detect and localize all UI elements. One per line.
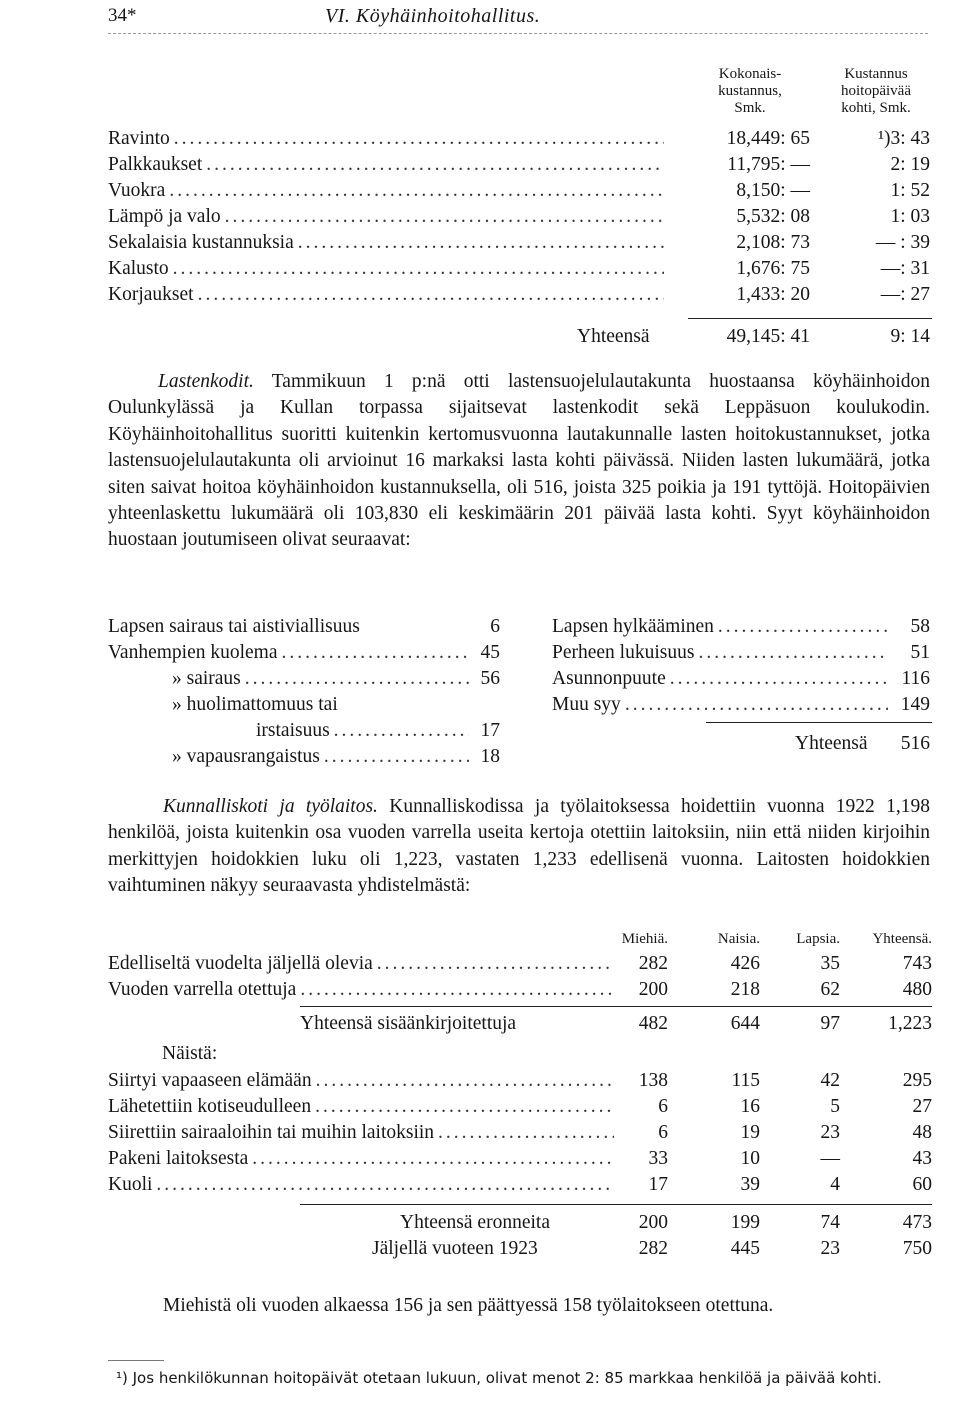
footnote: ¹) Jos henkilökunnan hoitopäivät otetaan lukuun, olivat menot 2: 85 markkaa henkilöä ja päivää kohti. [116,1369,882,1387]
page-number: 34* [108,5,137,26]
row-label: Siirettiin sairaaloihin tai muihin laitoksiin [108,1122,435,1143]
cause-value: 51 [910,642,930,663]
inmates-col-header: Lapsia. [796,931,840,947]
cost-row [108,284,668,310]
inmates-cell: 750 [902,1238,932,1259]
inmates-cell: 23 [820,1238,840,1259]
inmates-cell: 200 [638,1212,668,1233]
causes-total-label: Yhteensä [795,733,868,754]
inmates-col-header: Naisia. [717,931,760,947]
causes-total-value: 516 [900,733,930,754]
page-title: VI. Köyhäinhoitohallitus. [325,5,541,27]
row-label: Lämpö ja valo [108,206,221,227]
cost-row-total: 8,150: — [736,180,810,201]
dot-leader [377,953,614,975]
inmates-cell: 42 [820,1070,840,1091]
row-label: » vapausrangaistus [172,746,320,767]
cause-row [552,668,892,694]
inmates-cell: 35 [820,953,840,974]
inmates-cell: 426 [730,953,760,974]
cost-row-perday: —: 27 [880,284,930,305]
inmates-row [108,979,618,1005]
row-label: Palkkaukset [108,154,203,175]
dot-leader [316,1070,614,1092]
cost-row [108,258,668,284]
cost-row-total: 5,532: 08 [736,206,810,227]
dot-leader [298,232,664,254]
inmates-cell: 282 [638,953,668,974]
cost-col-perday-header: Kustannus hoitopäivää kohti, Smk. [841,66,911,116]
cause-row [552,616,892,642]
row-label: Sekalaisia kustannuksia [108,232,294,253]
inmates-row [108,1070,618,1096]
dot-leader [334,720,469,742]
cost-total-perday: 9: 14 [890,326,930,347]
dot-leader [198,284,664,306]
row-label: Asunnonpuute [552,668,666,689]
dot-leader [282,642,470,664]
cause-value: 149 [900,694,930,715]
cause-value: 18 [480,746,500,767]
inmates-cell: 138 [638,1070,668,1091]
inmates-total-in-label: Yhteensä sisäänkirjoitettuja [300,1013,517,1034]
causes-total-rule [706,722,932,723]
inmates-cell: 6 [658,1122,668,1143]
inmates-cell: 17 [648,1174,668,1195]
inmates-cell: — [820,1148,840,1169]
dot-leader [245,668,469,690]
dot-leader [174,128,664,150]
cause-label: » huolimattomuus tai [172,694,338,715]
inmates-cell: 48 [912,1122,932,1143]
inmates-cell: 39 [740,1174,760,1195]
row-label: Vuoden varrella otettuja [108,979,297,1000]
dot-leader [225,206,664,228]
cause-value: 6 [490,616,500,637]
inmates-rule-out [300,1204,932,1205]
inmates-cell: 5 [830,1096,840,1117]
row-label: Korjaukset [108,284,194,305]
cost-row-total: 2,108: 73 [736,232,810,253]
inmates-cell: 16 [740,1096,760,1117]
cost-col-total-header: Kokonais- kustannus, Smk. [718,66,782,116]
cause-value: 58 [910,616,930,637]
inmates-cell: 115 [731,1070,760,1091]
inmates-cell: 282 [638,1238,668,1259]
row-label: irstaisuus [256,720,330,741]
dot-leader [206,154,664,176]
cost-row [108,128,668,154]
dot-leader [300,979,614,1001]
cost-row-perday: — : 39 [875,232,930,253]
cost-row-perday: —: 31 [880,258,930,279]
inmates-cell: 482 [638,1013,668,1034]
inmates-total-out-label: Yhteensä eronneita [400,1212,550,1233]
row-label: Kuoli [108,1174,153,1195]
inmates-cell: 199 [730,1212,760,1233]
cost-row [108,180,668,206]
cost-row-total: 11,795: — [727,154,810,175]
row-label: Lähetettiin kotiseudulleen [108,1096,312,1117]
cost-row [108,232,668,258]
cause-row [552,694,892,720]
cause-row [552,642,892,668]
inmates-cell: 4 [830,1174,840,1195]
inmates-rule-in [300,1006,932,1007]
row-label: Perheen lukuisuus [552,642,695,663]
inmates-remaining-label: Jäljellä vuoteen 1923 [372,1238,538,1259]
inmates-cell: 62 [820,979,840,1000]
cause-value: 17 [480,720,500,741]
row-label: Kalusto [108,258,169,279]
inmates-cell: 27 [912,1096,932,1117]
footnote-rule [108,1360,164,1361]
cause-value: 116 [901,668,930,689]
inmates-cell: 74 [820,1212,840,1233]
row-label: Pakeni laitoksesta [108,1148,249,1169]
cause-row [108,668,473,694]
header-rule [108,33,928,34]
cause-value: 56 [480,668,500,689]
inmates-cell: 644 [730,1013,760,1034]
cost-row [108,154,668,180]
inmates-row [108,1174,618,1200]
cost-total-total: 49,145: 41 [726,326,810,347]
cost-row-perday: ¹)3: 43 [878,128,930,149]
inmates-col-header: Miehiä. [621,931,668,947]
dot-leader [438,1122,614,1144]
cost-row-total: 1,433: 20 [736,284,810,305]
paragraph-lastenkodit: Lastenkodit. Tammikuun 1 p:nä otti lastensuojelulautakunta huostaansa köyhäinhoidon Oulunkylässä ja Kullan torpassa sijaitsevat lastenkodit sekä Leppäsuon koulukodin. Köyhäinhoitohallitus suoritti kuitenkin kertomusvuonna lautakunnalle lasten hoitokustannukset, jotka lastensuojelulautakunta oli arvioinut 16 markaksi lasta kohti päivässä. Niiden lasten lukumäärä, jotka siten saivat hoitoa köyhäinhoidon kustannuksella, oli 516, joista 325 poikia ja 191 tyttöjä. Hoitopäivien yhteenlaskettu lukumäärä oli 103,830 eli keskimäärin 201 päivää lasta kohti. Syyt köyhäinhoidon huostaan joutumiseen olivat seuraavat: [108,371,930,551]
cost-row-total: 1,676: 75 [736,258,810,279]
inmates-cell: 23 [820,1122,840,1143]
cause-value: 45 [480,642,500,663]
paragraph-miehista: Miehistä oli vuoden alkaessa 156 ja sen päättyessä 158 työlaitokseen otettuna. [163,1295,774,1316]
cost-row-perday: 1: 52 [890,180,930,201]
cost-row-total: 18,449: 65 [726,128,810,149]
inmates-cell: 10 [740,1148,760,1169]
row-label: Ravinto [108,128,170,149]
dot-leader [625,694,888,716]
row-label: Vanhempien kuolema [108,642,278,663]
inmates-col-header: Yhteensä. [872,931,932,947]
cost-row [108,206,668,232]
inmates-cell: 218 [730,979,760,1000]
inmates-row [108,953,618,979]
row-label: Muu syy [552,694,621,715]
cost-row-perday: 2: 19 [890,154,930,175]
cause-label: Lapsen sairaus tai aistiviallisuus [108,616,360,637]
inmates-cell: 743 [902,953,932,974]
dot-leader [324,746,469,768]
row-label: Lapsen hylkääminen [552,616,714,637]
dot-leader [169,180,664,202]
inmates-cell: 1,223 [888,1013,932,1034]
inmates-row [108,1148,618,1174]
cause-row [108,642,473,668]
cost-total-rule [688,318,932,319]
paragraph-kunnalliskoti: Kunnalliskoti ja työlaitos. Kunnalliskodissa ja työlaitoksessa hoidettiin vuonna 1922 1,198 henkilöä, joista kuitenkin osa vuoden varrella useita kertoja otettiin laitoksiin, niin että niiden kirjoihin merkittyjen hoidokkien luku oli 1,223, vastaten 1,233 edellisenä vuonna. Laitosten hoidokkien vaihtuminen näkyy seuraavasta yhdistelmästä: [108,796,931,897]
cost-total-label: Yhteensä [577,326,650,347]
inmates-cell: 33 [648,1148,668,1169]
dot-leader [156,1174,614,1196]
inmates-cell: 200 [638,979,668,1000]
inmates-cell: 445 [730,1238,760,1259]
inmates-cell: 6 [658,1096,668,1117]
inmates-cell: 43 [912,1148,932,1169]
dot-leader [173,258,664,280]
inmates-of-these: Näistä: [162,1043,218,1064]
inmates-cell: 473 [902,1212,932,1233]
inmates-cell: 295 [902,1070,932,1091]
dot-leader [315,1096,614,1118]
dot-leader [718,616,888,638]
inmates-cell: 19 [740,1122,760,1143]
row-label: Vuokra [108,180,166,201]
inmates-cell: 97 [820,1013,840,1034]
dot-leader [698,642,888,664]
dot-leader [670,668,888,690]
cause-row [108,720,473,746]
cause-row [108,746,473,772]
dot-leader [252,1148,614,1170]
inmates-cell: 60 [912,1174,932,1195]
inmates-row [108,1096,618,1122]
cost-row-perday: 1: 03 [890,206,930,227]
row-label: Siirtyi vapaaseen elämään [108,1070,312,1091]
row-label: » sairaus [172,668,241,689]
inmates-row [108,1122,618,1148]
row-label: Edelliseltä vuodelta jäljellä olevia [108,953,373,974]
inmates-cell: 480 [902,979,932,1000]
